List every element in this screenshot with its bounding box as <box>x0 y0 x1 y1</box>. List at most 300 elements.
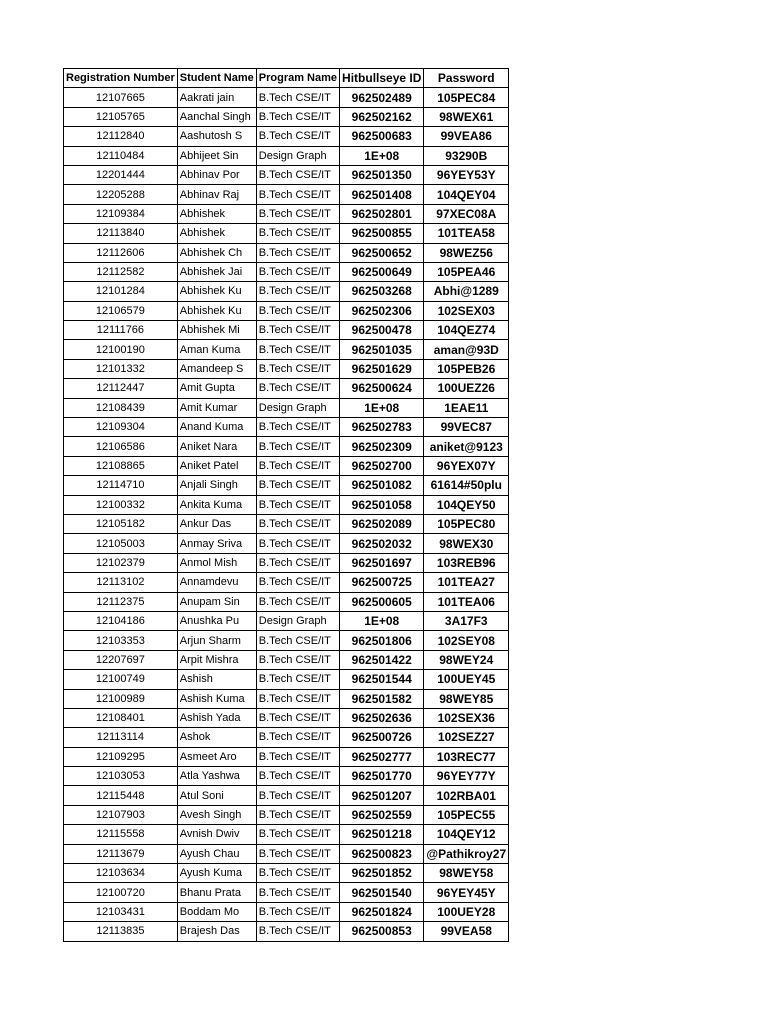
cell-student-name[interactable] <box>177 165 256 184</box>
cell-hitbullseye-id[interactable] <box>340 243 424 262</box>
cell-program-name[interactable] <box>256 670 339 689</box>
cell-program-name[interactable] <box>256 146 339 165</box>
cell-hitbullseye-id[interactable] <box>340 825 424 844</box>
cell-password[interactable] <box>424 825 509 844</box>
cell-hitbullseye-id[interactable] <box>340 611 424 630</box>
cell-hitbullseye-id-text: 962501540 <box>351 885 412 900</box>
cell-password[interactable] <box>424 631 509 650</box>
cell-program-name[interactable] <box>256 689 339 708</box>
cell-hitbullseye-id[interactable] <box>340 437 424 456</box>
cell-program-name[interactable] <box>256 437 339 456</box>
cell-hitbullseye-id[interactable] <box>340 165 424 184</box>
cell-registration-number[interactable] <box>64 902 178 921</box>
cell-student-name[interactable] <box>177 631 256 650</box>
cell-program-name-text: B.Tech CSE/IT <box>258 867 331 880</box>
cell-password[interactable] <box>424 282 509 301</box>
cell-hitbullseye-id[interactable] <box>340 844 424 863</box>
cell-hitbullseye-id[interactable] <box>340 456 424 475</box>
table-row <box>64 786 509 805</box>
cell-password[interactable] <box>424 398 509 417</box>
cell-program-name[interactable] <box>256 805 339 824</box>
cell-student-name[interactable] <box>177 825 256 844</box>
header-registration-number[interactable]: Registration Number <box>64 69 178 88</box>
cell-registration-number[interactable] <box>64 514 178 533</box>
cell-student-name[interactable] <box>177 650 256 669</box>
cell-student-name[interactable] <box>177 359 256 378</box>
cell-password[interactable] <box>424 670 509 689</box>
cell-registration-number[interactable] <box>64 418 178 437</box>
cell-registration-number[interactable] <box>64 204 178 223</box>
table-row <box>64 224 509 243</box>
cell-hitbullseye-id-text: 1E+08 <box>364 614 400 629</box>
table-row <box>64 282 509 301</box>
table-row <box>64 301 509 320</box>
cell-registration-number-text: 12106579 <box>95 304 145 317</box>
cell-program-name[interactable] <box>256 573 339 592</box>
cell-hitbullseye-id[interactable] <box>340 88 424 107</box>
cell-program-name[interactable] <box>256 728 339 747</box>
cell-program-name[interactable] <box>256 476 339 495</box>
cell-registration-number[interactable] <box>64 592 178 611</box>
cell-registration-number[interactable] <box>64 146 178 165</box>
cell-program-name[interactable] <box>256 922 339 941</box>
cell-program-name[interactable] <box>256 204 339 223</box>
cell-registration-number[interactable] <box>64 883 178 902</box>
cell-student-name[interactable] <box>177 728 256 747</box>
cell-password[interactable] <box>424 127 509 146</box>
cell-program-name-text: B.Tech CSE/IT <box>258 712 331 725</box>
cell-registration-number-text: 12105003 <box>95 537 145 550</box>
cell-registration-number[interactable] <box>64 262 178 281</box>
cell-student-name[interactable] <box>177 146 256 165</box>
cell-program-name[interactable] <box>256 514 339 533</box>
cell-program-name[interactable] <box>256 553 339 572</box>
cell-registration-number-text: 12109384 <box>95 207 145 220</box>
cell-student-name-text: Ayush Chau <box>179 847 240 860</box>
cell-password-text: 104QEZ74 <box>437 323 496 338</box>
cell-program-name-text: B.Tech CSE/IT <box>258 498 331 511</box>
cell-student-name[interactable] <box>177 204 256 223</box>
cell-registration-number[interactable] <box>64 553 178 572</box>
cell-program-name-text: B.Tech CSE/IT <box>258 653 331 666</box>
cell-registration-number[interactable] <box>64 864 178 883</box>
cell-registration-number[interactable] <box>64 922 178 941</box>
cell-password[interactable] <box>424 146 509 165</box>
cell-student-name[interactable] <box>177 689 256 708</box>
cell-hitbullseye-id[interactable] <box>340 902 424 921</box>
cell-hitbullseye-id-text: 962500605 <box>351 594 412 609</box>
cell-password[interactable] <box>424 864 509 883</box>
cell-password[interactable] <box>424 844 509 863</box>
cell-student-name[interactable] <box>177 592 256 611</box>
table-row <box>64 456 509 475</box>
cell-program-name[interactable] <box>256 418 339 437</box>
cell-registration-number[interactable] <box>64 747 178 766</box>
cell-registration-number-text: 12103634 <box>95 867 145 880</box>
cell-password[interactable] <box>424 747 509 766</box>
cell-student-name[interactable] <box>177 573 256 592</box>
cell-password[interactable] <box>424 321 509 340</box>
cell-program-name[interactable] <box>256 902 339 921</box>
cell-student-name-text: Aakrati jain <box>179 91 235 104</box>
cell-hitbullseye-id[interactable] <box>340 553 424 572</box>
cell-student-name-text: Ankita Kuma <box>179 498 243 511</box>
cell-student-name[interactable] <box>177 262 256 281</box>
cell-hitbullseye-id[interactable] <box>340 495 424 514</box>
cell-registration-number[interactable] <box>64 359 178 378</box>
cell-program-name[interactable] <box>256 650 339 669</box>
cell-hitbullseye-id-text: 962501207 <box>351 788 412 803</box>
table-row <box>64 476 509 495</box>
cell-student-name-text: Arpit Mishra <box>179 653 239 666</box>
cell-password-text: 99VEA58 <box>440 924 492 939</box>
cell-student-name[interactable] <box>177 805 256 824</box>
cell-program-name[interactable] <box>256 708 339 727</box>
cell-student-name[interactable] <box>177 883 256 902</box>
cell-password-text: 97XEC08A <box>436 206 497 221</box>
table-row <box>64 573 509 592</box>
cell-student-name[interactable] <box>177 340 256 359</box>
cell-registration-number[interactable] <box>64 437 178 456</box>
cell-registration-number[interactable] <box>64 456 178 475</box>
cell-password[interactable] <box>424 708 509 727</box>
cell-program-name[interactable] <box>256 534 339 553</box>
cell-hitbullseye-id-text: 962501058 <box>351 497 412 512</box>
cell-student-name[interactable] <box>177 185 256 204</box>
cell-password[interactable] <box>424 553 509 572</box>
cell-password[interactable] <box>424 495 509 514</box>
cell-program-name[interactable] <box>256 165 339 184</box>
cell-hitbullseye-id[interactable] <box>340 747 424 766</box>
cell-program-name[interactable] <box>256 767 339 786</box>
cell-registration-number[interactable] <box>64 611 178 630</box>
cell-student-name[interactable] <box>177 127 256 146</box>
cell-password[interactable] <box>424 514 509 533</box>
cell-registration-number[interactable] <box>64 379 178 398</box>
header-hitbullseye-id[interactable]: Hitbullseye ID <box>340 69 424 88</box>
cell-hitbullseye-id[interactable] <box>340 398 424 417</box>
cell-hitbullseye-id[interactable] <box>340 204 424 223</box>
cell-hitbullseye-id[interactable] <box>340 340 424 359</box>
cell-program-name-text: B.Tech CSE/IT <box>258 556 331 569</box>
cell-registration-number[interactable] <box>64 185 178 204</box>
cell-registration-number[interactable] <box>64 573 178 592</box>
cell-program-name[interactable] <box>256 864 339 883</box>
cell-student-name[interactable] <box>177 553 256 572</box>
cell-password[interactable] <box>424 437 509 456</box>
cell-program-name-text: B.Tech CSE/IT <box>258 479 331 492</box>
cell-student-name[interactable] <box>177 844 256 863</box>
cell-student-name[interactable] <box>177 321 256 340</box>
cell-hitbullseye-id-text: 962501350 <box>351 168 412 183</box>
cell-password[interactable] <box>424 902 509 921</box>
cell-registration-number[interactable] <box>64 631 178 650</box>
header-password[interactable]: Password <box>424 69 509 88</box>
cell-program-name-text: B.Tech CSE/IT <box>258 207 331 220</box>
cell-hitbullseye-id[interactable] <box>340 107 424 126</box>
table-row <box>64 611 509 630</box>
cell-password-text: 103REC77 <box>436 749 496 764</box>
cell-program-name[interactable] <box>256 611 339 630</box>
table-row <box>64 185 509 204</box>
cell-hitbullseye-id[interactable] <box>340 689 424 708</box>
cell-student-name[interactable] <box>177 611 256 630</box>
cell-student-name-text: Abhishek <box>179 227 226 240</box>
cell-student-name[interactable] <box>177 767 256 786</box>
cell-hitbullseye-id[interactable] <box>340 786 424 805</box>
cell-hitbullseye-id[interactable] <box>340 922 424 941</box>
cell-student-name[interactable] <box>177 456 256 475</box>
cell-student-name[interactable] <box>177 301 256 320</box>
cell-registration-number[interactable] <box>64 88 178 107</box>
cell-registration-number[interactable] <box>64 689 178 708</box>
cell-student-name[interactable] <box>177 398 256 417</box>
cell-password-text: 102SEY08 <box>437 633 495 648</box>
cell-program-name[interactable] <box>256 844 339 863</box>
cell-program-name[interactable] <box>256 456 339 475</box>
cell-password[interactable] <box>424 592 509 611</box>
cell-registration-number[interactable] <box>64 107 178 126</box>
cell-student-name-text: Avnish Dwiv <box>179 828 240 841</box>
cell-password[interactable] <box>424 534 509 553</box>
cell-student-name[interactable] <box>177 224 256 243</box>
cell-student-name[interactable] <box>177 534 256 553</box>
cell-hitbullseye-id[interactable] <box>340 514 424 533</box>
cell-password[interactable] <box>424 767 509 786</box>
cell-hitbullseye-id[interactable] <box>340 379 424 398</box>
cell-registration-number-text: 12102379 <box>95 556 145 569</box>
cell-student-name-text: Anmol Mish <box>179 556 238 569</box>
cell-program-name[interactable] <box>256 631 339 650</box>
cell-password[interactable] <box>424 573 509 592</box>
cell-hitbullseye-id[interactable] <box>340 670 424 689</box>
cell-hitbullseye-id[interactable] <box>340 864 424 883</box>
cell-program-name[interactable] <box>256 340 339 359</box>
cell-program-name-text: B.Tech CSE/IT <box>258 343 331 356</box>
cell-program-name[interactable] <box>256 243 339 262</box>
cell-password[interactable] <box>424 456 509 475</box>
cell-password[interactable] <box>424 88 509 107</box>
cell-hitbullseye-id-text: 962502489 <box>351 90 412 105</box>
cell-student-name[interactable] <box>177 514 256 533</box>
cell-hitbullseye-id[interactable] <box>340 476 424 495</box>
cell-program-name-text: B.Tech CSE/IT <box>258 382 331 395</box>
cell-student-name[interactable] <box>177 670 256 689</box>
cell-program-name[interactable] <box>256 282 339 301</box>
table-row <box>64 379 509 398</box>
cell-password[interactable] <box>424 728 509 747</box>
header-program-name[interactable]: Program Name <box>256 69 339 88</box>
cell-registration-number-text: 12108439 <box>95 401 145 414</box>
cell-student-name[interactable] <box>177 922 256 941</box>
table-row <box>64 204 509 223</box>
cell-hitbullseye-id[interactable] <box>340 224 424 243</box>
cell-program-name[interactable] <box>256 107 339 126</box>
cell-program-name[interactable] <box>256 398 339 417</box>
cell-registration-number[interactable] <box>64 398 178 417</box>
cell-password[interactable] <box>424 185 509 204</box>
cell-student-name[interactable] <box>177 708 256 727</box>
cell-registration-number[interactable] <box>64 650 178 669</box>
header-student-name[interactable]: Student Name <box>177 69 256 88</box>
cell-registration-number-text: 12100190 <box>95 343 145 356</box>
cell-password[interactable] <box>424 689 509 708</box>
cell-hitbullseye-id-text: 962501408 <box>351 187 412 202</box>
cell-registration-number-text: 12109295 <box>95 750 145 763</box>
cell-program-name[interactable] <box>256 262 339 281</box>
cell-password[interactable] <box>424 262 509 281</box>
cell-program-name[interactable] <box>256 786 339 805</box>
cell-hitbullseye-id[interactable] <box>340 650 424 669</box>
cell-hitbullseye-id[interactable] <box>340 631 424 650</box>
cell-hitbullseye-id[interactable] <box>340 592 424 611</box>
cell-student-name[interactable] <box>177 902 256 921</box>
cell-password[interactable] <box>424 650 509 669</box>
cell-student-name[interactable] <box>177 786 256 805</box>
cell-student-name[interactable] <box>177 495 256 514</box>
cell-hitbullseye-id[interactable] <box>340 534 424 553</box>
cell-program-name[interactable] <box>256 747 339 766</box>
cell-program-name[interactable] <box>256 379 339 398</box>
cell-registration-number-text: 12112582 <box>96 266 145 279</box>
cell-hitbullseye-id-text: 962502306 <box>351 303 412 318</box>
cell-program-name[interactable] <box>256 301 339 320</box>
cell-password-text: 102RBA01 <box>436 788 496 803</box>
cell-program-name[interactable] <box>256 224 339 243</box>
cell-password[interactable] <box>424 805 509 824</box>
cell-password[interactable] <box>424 476 509 495</box>
cell-hitbullseye-id[interactable] <box>340 573 424 592</box>
cell-hitbullseye-id[interactable] <box>340 767 424 786</box>
cell-program-name-text: B.Tech CSE/IT <box>258 188 331 201</box>
cell-password[interactable] <box>424 786 509 805</box>
cell-program-name[interactable] <box>256 825 339 844</box>
cell-password-text: aniket@9123 <box>429 439 503 454</box>
cell-hitbullseye-id[interactable] <box>340 127 424 146</box>
table-row <box>64 631 509 650</box>
cell-program-name-text: Design Graph <box>258 149 327 162</box>
cell-password[interactable] <box>424 340 509 359</box>
cell-student-name[interactable] <box>177 476 256 495</box>
cell-password[interactable] <box>424 883 509 902</box>
cell-registration-number[interactable] <box>64 224 178 243</box>
cell-password[interactable] <box>424 611 509 630</box>
cell-password[interactable] <box>424 359 509 378</box>
cell-password[interactable] <box>424 165 509 184</box>
table-row <box>64 127 509 146</box>
cell-password[interactable] <box>424 418 509 437</box>
cell-hitbullseye-id[interactable] <box>340 883 424 902</box>
cell-program-name-text: B.Tech CSE/IT <box>258 847 331 860</box>
cell-password[interactable] <box>424 107 509 126</box>
cell-program-name[interactable] <box>256 592 339 611</box>
table-row <box>64 146 509 165</box>
cell-registration-number[interactable] <box>64 321 178 340</box>
cell-password[interactable] <box>424 301 509 320</box>
cell-student-name[interactable] <box>177 107 256 126</box>
cell-student-name[interactable] <box>177 88 256 107</box>
cell-hitbullseye-id[interactable] <box>340 708 424 727</box>
cell-hitbullseye-id-text: 962500652 <box>351 245 412 260</box>
cell-registration-number[interactable] <box>64 282 178 301</box>
cell-student-name[interactable] <box>177 418 256 437</box>
cell-registration-number[interactable] <box>64 708 178 727</box>
cell-student-name-text: Aniket Patel <box>179 460 239 472</box>
cell-program-name-text: B.Tech CSE/IT <box>258 692 331 705</box>
cell-hitbullseye-id-text: 962501582 <box>351 691 412 706</box>
cell-program-name[interactable] <box>256 883 339 902</box>
cell-program-name[interactable] <box>256 359 339 378</box>
cell-password-text: 99VEC87 <box>440 420 492 435</box>
cell-password[interactable] <box>424 379 509 398</box>
cell-program-name[interactable] <box>256 321 339 340</box>
student-credentials-table <box>63 68 509 942</box>
cell-registration-number[interactable] <box>64 476 178 495</box>
cell-registration-number[interactable] <box>64 127 178 146</box>
cell-program-name[interactable] <box>256 88 339 107</box>
cell-registration-number[interactable] <box>64 786 178 805</box>
cell-password[interactable] <box>424 922 509 941</box>
cell-program-name-text: B.Tech CSE/IT <box>258 886 331 899</box>
cell-hitbullseye-id[interactable] <box>340 418 424 437</box>
cell-student-name[interactable] <box>177 864 256 883</box>
cell-hitbullseye-id-text: 962500725 <box>351 575 412 590</box>
cell-hitbullseye-id[interactable] <box>340 282 424 301</box>
cell-program-name[interactable] <box>256 185 339 204</box>
cell-student-name[interactable] <box>177 243 256 262</box>
cell-registration-number[interactable] <box>64 301 178 320</box>
cell-hitbullseye-id[interactable] <box>340 321 424 340</box>
cell-hitbullseye-id[interactable] <box>340 301 424 320</box>
cell-student-name-text: Abhishek Ku <box>179 304 242 317</box>
cell-registration-number[interactable] <box>64 767 178 786</box>
cell-registration-number[interactable] <box>64 165 178 184</box>
cell-registration-number[interactable] <box>64 495 178 514</box>
cell-student-name[interactable] <box>177 282 256 301</box>
cell-hitbullseye-id[interactable] <box>340 185 424 204</box>
cell-hitbullseye-id[interactable] <box>340 728 424 747</box>
cell-registration-number[interactable] <box>64 728 178 747</box>
cell-program-name[interactable] <box>256 495 339 514</box>
cell-password[interactable] <box>424 224 509 243</box>
cell-student-name-text: Ayush Kuma <box>179 867 242 880</box>
cell-student-name[interactable] <box>177 747 256 766</box>
cell-hitbullseye-id[interactable] <box>340 262 424 281</box>
cell-student-name-text: Bhanu Prata <box>179 886 241 899</box>
cell-password-text: 96YEX07Y <box>436 459 496 473</box>
cell-student-name[interactable] <box>177 437 256 456</box>
cell-hitbullseye-id[interactable] <box>340 359 424 378</box>
cell-registration-number[interactable] <box>64 243 178 262</box>
cell-registration-number[interactable] <box>64 534 178 553</box>
cell-registration-number[interactable] <box>64 805 178 824</box>
cell-password-text: 102SEX03 <box>437 303 495 318</box>
cell-program-name-text: B.Tech CSE/IT <box>258 828 331 841</box>
cell-hitbullseye-id-text: 962501824 <box>351 904 412 919</box>
cell-registration-number[interactable] <box>64 844 178 863</box>
cell-program-name[interactable] <box>256 127 339 146</box>
cell-student-name[interactable] <box>177 379 256 398</box>
cell-hitbullseye-id-text: 962500853 <box>351 924 412 939</box>
cell-registration-number[interactable] <box>64 825 178 844</box>
cell-hitbullseye-id[interactable] <box>340 146 424 165</box>
cell-registration-number[interactable] <box>64 670 178 689</box>
cell-hitbullseye-id[interactable] <box>340 805 424 824</box>
cell-registration-number[interactable] <box>64 340 178 359</box>
cell-registration-number-text: 12106586 <box>95 440 145 453</box>
cell-password[interactable] <box>424 204 509 223</box>
cell-password[interactable] <box>424 243 509 262</box>
